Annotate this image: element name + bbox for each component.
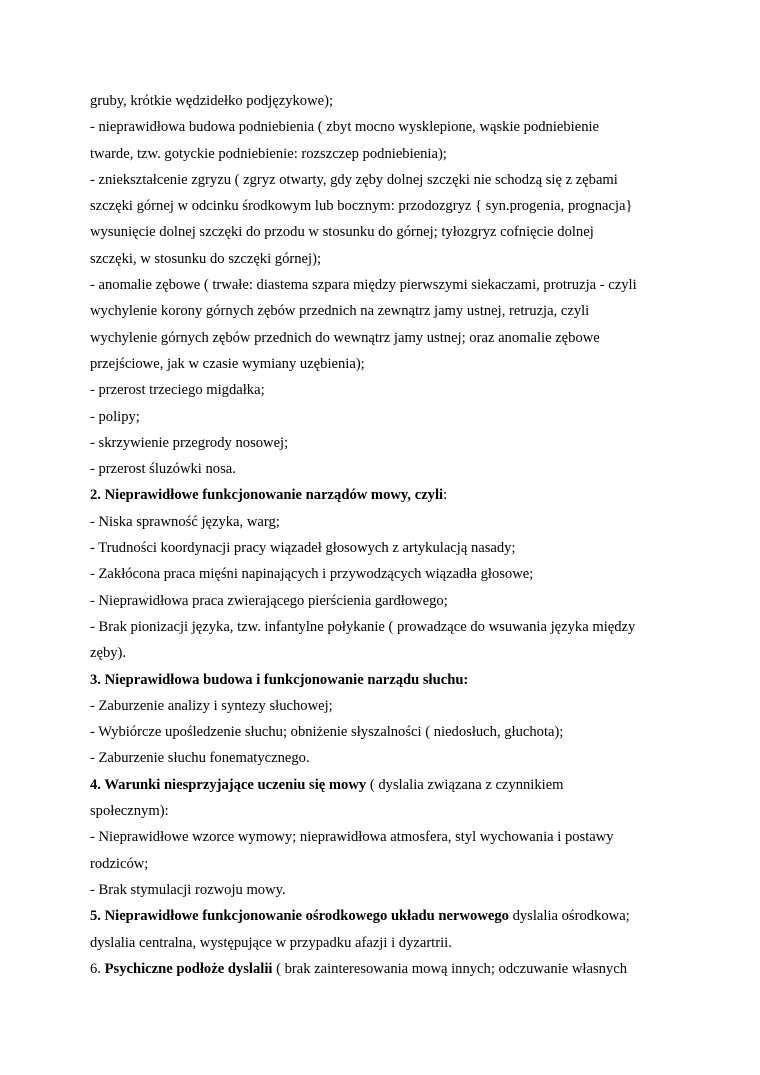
line-text: dyslalia centralna, występujące w przypadku afazji i dyzartrii. bbox=[90, 934, 452, 951]
line-text: społecznym): bbox=[90, 803, 169, 820]
heading-text: Psychiczne podłoże dyslalii bbox=[104, 960, 273, 977]
line-text: - zniekształcenie zgryzu ( zgryz otwarty, gdy zęby dolnej szczęki nie schodzą się z zębami bbox=[90, 171, 618, 188]
list-item bbox=[90, 535, 680, 561]
section-heading-3 bbox=[90, 667, 680, 693]
list-item bbox=[90, 614, 680, 640]
line-text: - Zaburzenie słuchu fonematycznego. bbox=[90, 750, 310, 767]
line-text: rodziców; bbox=[90, 855, 149, 872]
text-line bbox=[90, 930, 680, 956]
line-text: gruby, krótkie wędzidełko podjęzykowe); bbox=[90, 93, 334, 109]
line-text: - Trudności koordynacji pracy wiązadeł głosowych z artykulacją nasady; bbox=[90, 540, 516, 557]
line-text: ( dyslalia związana z czynnikiem bbox=[366, 776, 564, 793]
heading-text: 2. Nieprawidłowe funkcjonowanie narządów mowy, czyli bbox=[90, 487, 444, 504]
list-item bbox=[90, 693, 680, 719]
list-item bbox=[90, 430, 680, 456]
list-item bbox=[90, 824, 680, 850]
text-line bbox=[90, 298, 680, 324]
list-item bbox=[90, 561, 680, 587]
line-text: wysunięcie dolnej szczęki do przodu w stosunku do górnej; tyłozgryz cofnięcie dolnej bbox=[90, 224, 594, 241]
heading-text: 3. Nieprawidłowa budowa i funkcjonowanie narządu słuchu: bbox=[90, 671, 469, 688]
line-text: - Nieprawidłowe wzorce wymowy; nieprawidłowa atmosfera, styl wychowania i postawy bbox=[90, 829, 614, 846]
line-text: - Niska sprawność języka, warg; bbox=[90, 513, 280, 530]
section-heading-4 bbox=[90, 772, 680, 798]
line-text: wychylenie korony górnych zębów przednich na zewnątrz jamy ustnej, retruzja, czyli bbox=[90, 303, 590, 320]
line-text: - Zakłócona praca mięśni napinających i przywodzących wiązadła głosowe; bbox=[90, 566, 534, 583]
text-line bbox=[90, 640, 680, 666]
line-text: twarde, tzw. gotyckie podniebienie: rozszczep podniebienia); bbox=[90, 145, 447, 162]
line-text: wychylenie górnych zębów przednich do wewnątrz jamy ustnej; oraz anomalie zębowe bbox=[90, 329, 600, 346]
list-item bbox=[90, 719, 680, 745]
line-text: ( brak zainteresowania mową innych; odczuwanie własnych bbox=[272, 960, 627, 977]
line-text: zęby). bbox=[90, 645, 127, 662]
line-text: - Brak stymulacji rozwoju mowy. bbox=[90, 881, 286, 898]
list-item bbox=[90, 877, 680, 903]
list-item bbox=[90, 456, 680, 482]
list-item bbox=[90, 272, 680, 298]
line-text: - przerost trzeciego migdałka; bbox=[90, 382, 265, 399]
text-line bbox=[90, 798, 680, 824]
text-line bbox=[90, 193, 680, 219]
heading-number: 6. bbox=[90, 960, 105, 977]
heading-text: 4. Warunki niesprzyjające uczeniu się mowy bbox=[90, 776, 367, 793]
line-text: - Nieprawidłowa praca zwierającego pierścienia gardłowego; bbox=[90, 592, 448, 609]
line-text: - nieprawidłowa budowa podniebienia ( zbyt mocno wysklepione, wąskie podniebienie bbox=[90, 119, 600, 136]
list-item bbox=[90, 404, 680, 430]
line-text: szczęki górnej w odcinku środkowym lub bocznym: przodozgryz { syn.progenia, prognacja} bbox=[90, 198, 633, 215]
section-heading-5 bbox=[90, 903, 680, 929]
line-text: - anomalie zębowe ( trwałe: diastema szpara między pierwszymi siekaczami, protruzja - czyli bbox=[90, 277, 637, 294]
list-item bbox=[90, 377, 680, 403]
text-line bbox=[90, 246, 680, 272]
list-item bbox=[90, 588, 680, 614]
line-text: przejściowe, jak w czasie wymiany uzębienia); bbox=[90, 355, 365, 372]
text-line bbox=[90, 851, 680, 877]
line-text: : bbox=[443, 487, 448, 504]
document-body bbox=[90, 88, 680, 982]
line-text: - polipy; bbox=[90, 408, 140, 425]
line-text: - przerost śluzówki nosa. bbox=[90, 461, 236, 478]
list-item bbox=[90, 745, 680, 771]
text-line bbox=[90, 88, 680, 114]
list-item bbox=[90, 114, 680, 140]
list-item bbox=[90, 167, 680, 193]
list-item bbox=[90, 509, 680, 535]
line-text: - Wybiórcze upośledzenie słuchu; obniżenie słyszalności ( niedosłuch, głuchota); bbox=[90, 724, 564, 741]
line-text: - skrzywienie przegrody nosowej; bbox=[90, 434, 289, 451]
text-line bbox=[90, 219, 680, 245]
section-heading-6 bbox=[90, 956, 680, 982]
heading-text: 5. Nieprawidłowe funkcjonowanie ośrodkowego układu nerwowego bbox=[90, 908, 509, 925]
text-line bbox=[90, 351, 680, 377]
text-line bbox=[90, 325, 680, 351]
text-line bbox=[90, 141, 680, 167]
line-text: dyslalia ośrodkowa; bbox=[508, 908, 630, 925]
line-text: szczęki, w stosunku do szczęki górnej); bbox=[90, 250, 321, 267]
line-text: - Brak pionizacji języka, tzw. infantylne połykanie ( prowadzące do wsuwania języka między bbox=[90, 618, 636, 635]
section-heading-2 bbox=[90, 482, 680, 508]
line-text: - Zaburzenie analizy i syntezy słuchowej; bbox=[90, 697, 333, 714]
